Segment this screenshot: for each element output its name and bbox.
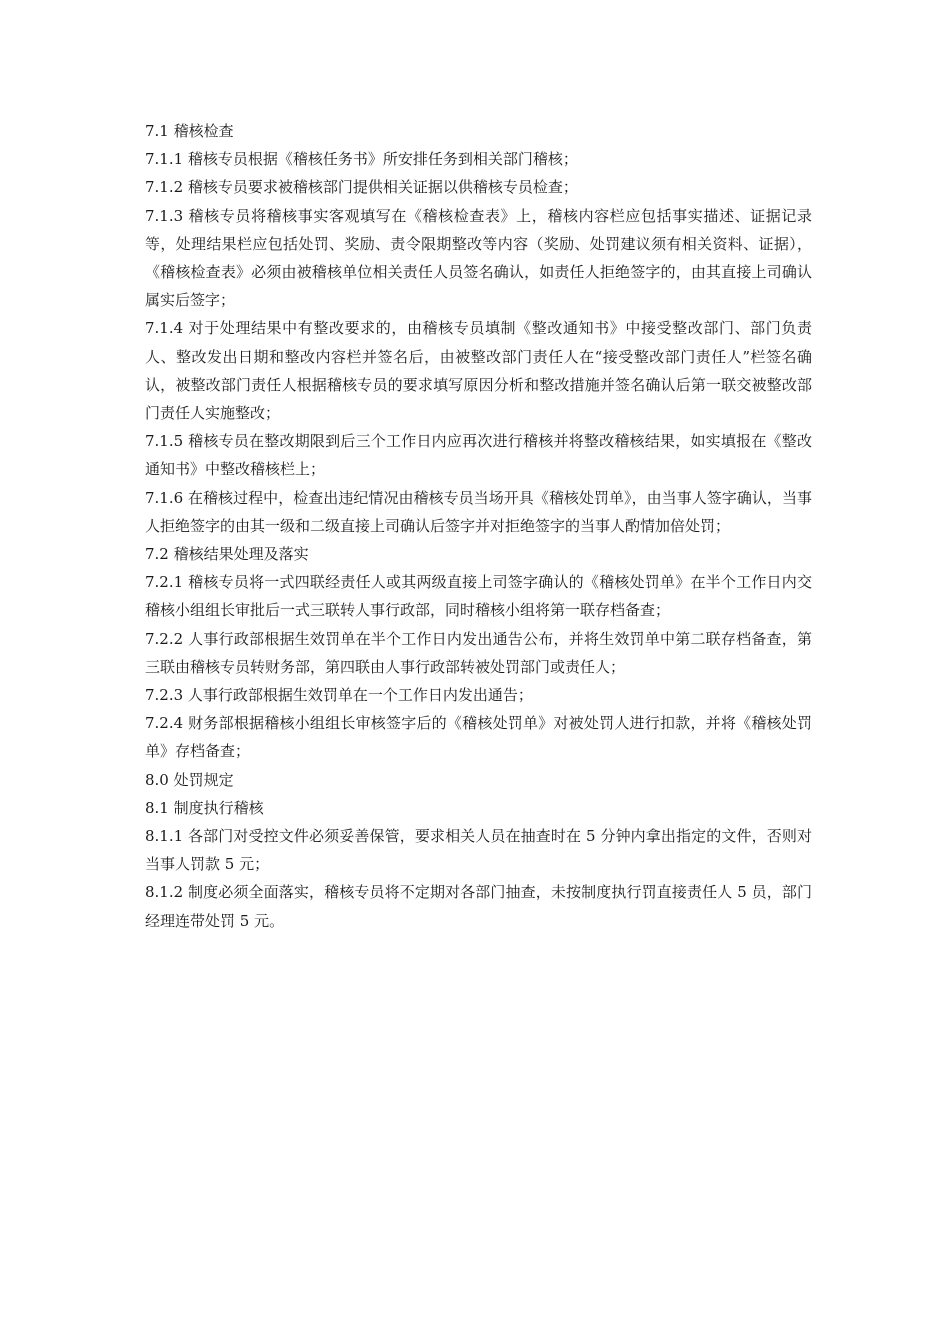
- section-heading-8-0: 8.0 处罚规定: [145, 770, 234, 789]
- clause-7-1-2: 7.1.2 稽核专员要求被稽核部门提供相关证据以供稽核专员检查；: [145, 178, 578, 197]
- clause-7-1-4: 7.1.4 对于处理结果中有整改要求的，由稽核专员填制《整改通知书》中接受整改部门、部门负责人、整改发出日期和整改内容栏并签名后，由被整改部门责任人在“接受整改部门责任人”栏签名确认，被整改部门责任人根据稽核专员的要求填写原因分析和整改措施并签名确认后第一联交被整改部门责任人实施整改；: [145, 319, 812, 423]
- section-heading-7-2: 7.2 稽核结果处理及落实: [145, 545, 309, 564]
- clause-7-2-4: 7.2.4 财务部根据稽核小组组长审核签字后的《稽核处罚单》对被处罚人进行扣款，并将《稽核处罚单》存档备查；: [145, 714, 812, 761]
- section-heading-8-1: 8.1 制度执行稽核: [145, 798, 264, 817]
- clause-7-1-6: 7.1.6 在稽核过程中，检查出违纪情况由稽核专员当场开具《稽核处罚单》，由当事人签字确认，当事人拒绝签字的由其一级和二级直接上司确认后签字并对拒绝签字的当事人酌情加倍处罚；: [145, 488, 812, 535]
- section-heading-7-1: 7.1 稽核检查: [145, 122, 234, 140]
- clause-7-2-1: 7.2.1 稽核专员将一式四联经责任人或其两级直接上司签字确认的《稽核处罚单》在半个工作日内交稽核小组组长审批后一式三联转人事行政部，同时稽核小组将第一联存档备查；: [145, 573, 812, 620]
- clause-8-1-1: 8.1.1 各部门对受控文件必须妥善保管，要求相关人员在抽查时在 5 分钟内拿出指定的文件，否则对当事人罚款 5 元；: [145, 827, 812, 874]
- clause-7-1-5: 7.1.5 稽核专员在整改期限到后三个工作日内应再次进行稽核并将整改稽核结果，如实填报在《整改通知书》中整改稽核栏上；: [145, 432, 812, 479]
- clause-7-1-1: 7.1.1 稽核专员根据《稽核任务书》所安排任务到相关部门稽核；: [145, 150, 578, 169]
- clause-7-2-3: 7.2.3 人事行政部根据生效罚单在一个工作日内发出通告；: [145, 686, 533, 705]
- clause-8-1-2: 8.1.2 制度必须全面落实，稽核专员将不定期对各部门抽查，未按制度执行罚直接责任人 5 员，部门经理连带处罚 5 元。: [145, 883, 812, 930]
- clause-7-2-2: 7.2.2 人事行政部根据生效罚单在半个工作日内发出通告公布，并将生效罚单中第二联存档备查，第三联由稽核专员转财务部，第四联由人事行政部转被处罚部门或责任人；: [145, 629, 812, 676]
- document-body: [145, 117, 812, 935]
- clause-7-1-3: 7.1.3 稽核专员将稽核事实客观填写在《稽核检查表》上，稽核内容栏应包括事实描述、证据记录等，处理结果栏应包括处罚、奖励、责令限期整改等内容（奖励、处罚建议须有相关资料、证据），《稽核检查表》必须由被稽核单位相关责任人员签名确认，如责任人拒绝签字的，由其直接上司确认属实后签字；: [145, 206, 812, 310]
